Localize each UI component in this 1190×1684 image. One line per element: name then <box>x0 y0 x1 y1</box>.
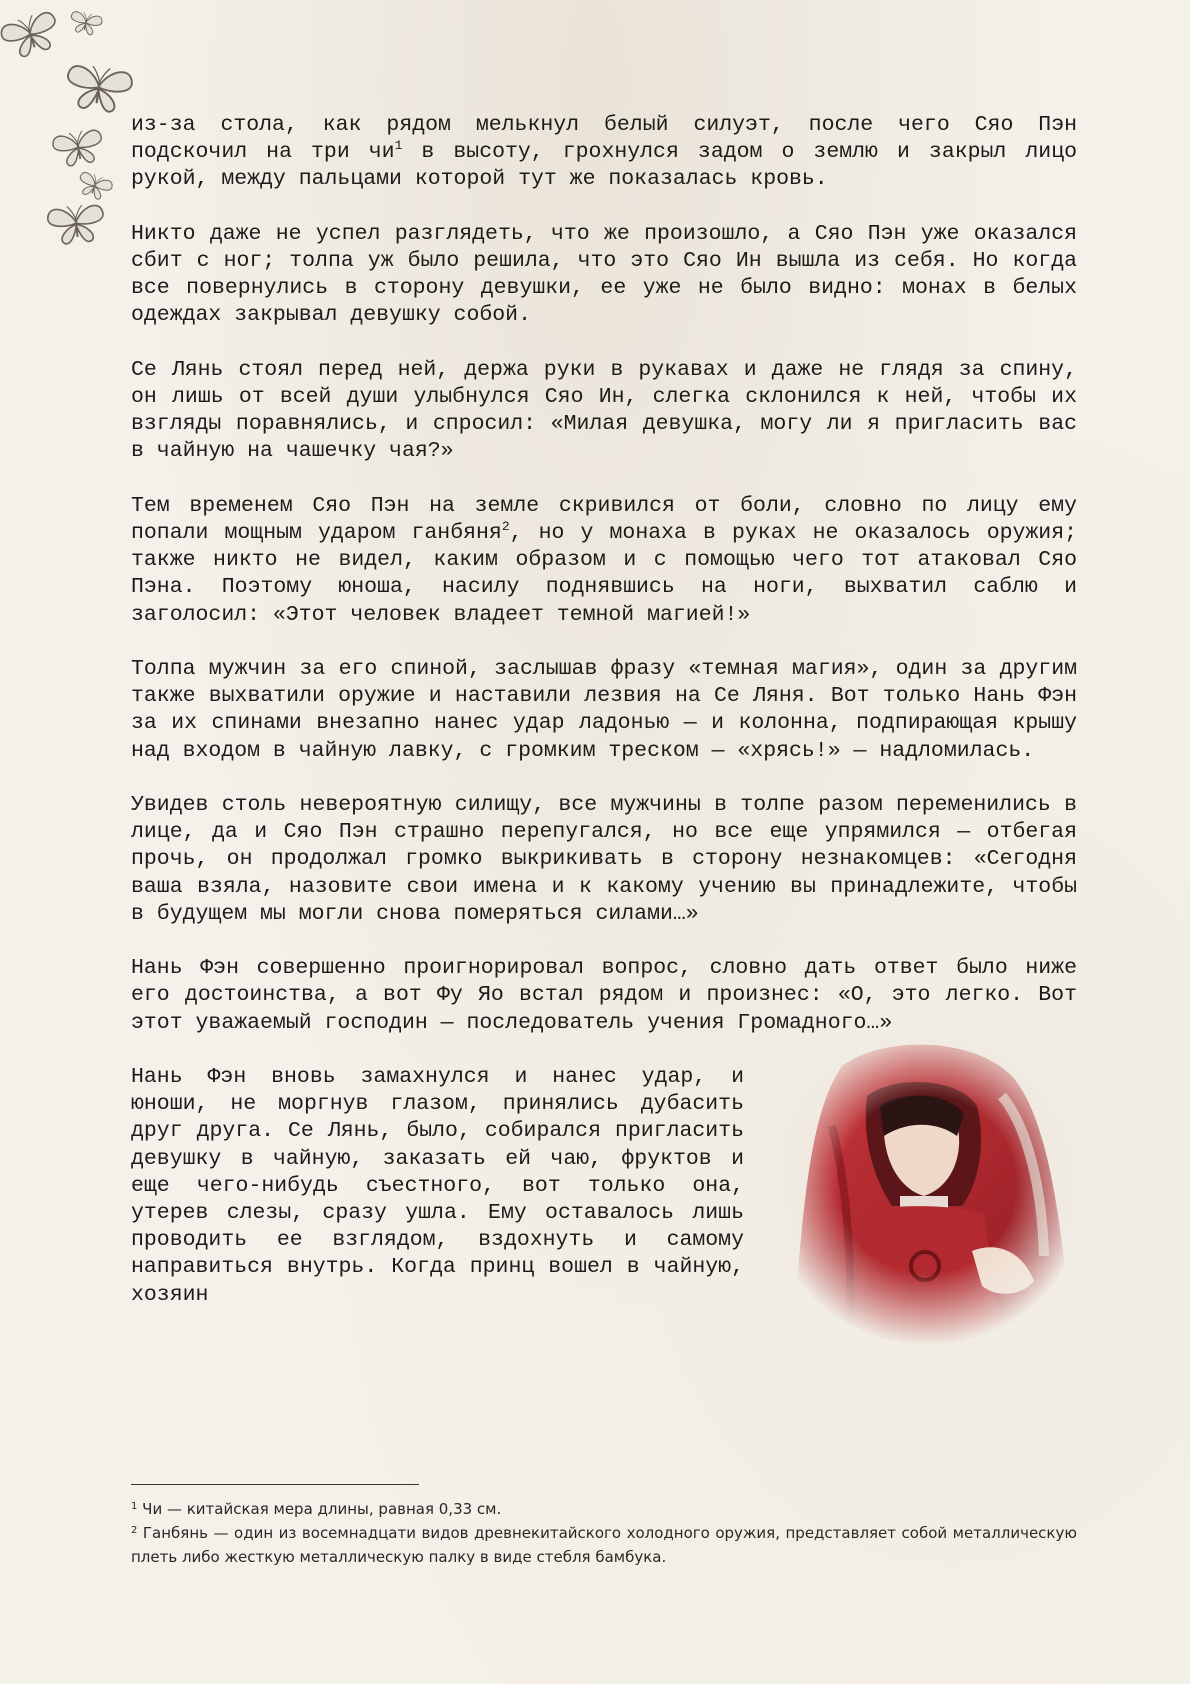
paragraph-text: Толпа мужчин за его спиной, заслышав фразу «темная магия», один за другим также выхватили оружие и наставили лезвия на Се Ляня. Вот только Нань Фэн за их спинами внезапно нанес удар ладонью — и колонна, подпирающая крышу над входом в чайную лавку, с громким треском — «хрясь!» — надломилась. <box>131 657 1077 763</box>
paragraph <box>131 221 1077 330</box>
illustration-red-robed-figure <box>772 1036 1082 1346</box>
paragraph <box>131 792 1077 928</box>
footnote-number: 2 <box>131 1525 138 1536</box>
paragraph <box>131 656 1077 765</box>
paragraph-text: , но у монаха в руках не оказалось оружия; также никто не видел, каким образом и с помощью чего тот атаковал Сяо Пэна. Поэтому юноша, насилу поднявшись на ноги, выхватил саблю и заголосил: «Этот человек владеет темной магией!» <box>131 521 1078 627</box>
paragraph-text: Тем временем Сяо Пэн на земле скривился от боли, словно по лицу ему попали мощным ударом ганбяня <box>131 493 1077 545</box>
paragraph-text: Увидев столь невероятную силищу, все мужчины в толпе разом переменились в лице, да и Сяо Пэн страшно перепугался, но все еще упрямился — отбегая прочь, он продолжал громко выкрикивать в сторону незнакомцев: «Сегодня ваша взяла, назовите свои имена и к какому учению вы принадлежите, чтобы в будущем мы могли снова померяться силами…» <box>131 793 1077 926</box>
footnote <box>131 1497 1077 1521</box>
footnote-reference: 1 <box>394 138 403 154</box>
footnote-text: Чи — китайская мера длины, равная 0,33 см. <box>142 1500 502 1518</box>
footnote-reference: 2 <box>501 519 510 534</box>
butterfly-icon <box>75 170 114 202</box>
butterfly-icon <box>68 10 103 37</box>
paragraph <box>131 493 1077 629</box>
paragraph-text: в высоту, грохнулся задом о землю и закрыл лицо рукой, между пальцами которой тут же показалась кровь. <box>131 140 1077 192</box>
body-text <box>131 112 1077 1346</box>
paragraph-text: Се Лянь стоял перед ней, держа руки в рукавах и даже не глядя за спину, он лишь от всей души улыбнулся Сяо Ин, слегка склонился к ней, чтобы их взгляды поравнялись, и спросил: «Милая девушка, могу ли я пригласить вас в чайную на чашечку чая?» <box>131 357 1077 464</box>
footnote-separator <box>131 1484 419 1485</box>
paragraph-text: из-за стола, как рядом мелькнул белый силуэт, после чего Сяо Пэн подскочил на три чи <box>131 113 1077 165</box>
paragraph-text: Нань Фэн вновь замахнулся и нанес удар, и юноши, не моргнув глазом, принялись дубасить друг друга. Се Лянь, было, собирался пригласить девушку в чайную, заказать ей чаю, фруктов и еще чего-нибудь съестного, вот только она, утерев слезы, сразу ушла. Ему оставалось лишь проводить ее взглядом, вздохнуть и самому направиться внутрь. Когда принц вошел в чайную, хозяин <box>131 1065 744 1307</box>
footnote <box>131 1521 1077 1569</box>
paragraph-text: Нань Фэн совершенно проигнорировал вопрос, словно дать ответ было ниже его достоинства, а вот Фу Яо встал рядом и произнес: «О, это легко. Вот этот уважаемый господин — последователь учения Громадного…» <box>131 956 1077 1035</box>
paragraph <box>131 955 1077 1037</box>
footnotes <box>131 1484 1077 1569</box>
butterfly-icon <box>51 128 105 169</box>
butterfly-decoration <box>0 0 150 260</box>
paragraph <box>131 357 1077 466</box>
butterfly-icon <box>0 9 63 61</box>
paragraph-text: Никто даже не успел разглядеть, что же произошло, а Сяо Пэн уже оказался сбит с ног; толпа уж было решила, что это Сяо Ин вышла из себя. Но когда все повернулись в сторону девушки, ее уже не было видно: монах в белых одеждах закрывал девушку собой. <box>131 221 1077 328</box>
footnote-number: 1 <box>131 1501 138 1512</box>
footnote-text: Ганбянь — один из восемнадцати видов древнекитайского холодного оружия, представляет собой металлическую плеть либо жесткую металлическую палку в виде стебля бамбука. <box>131 1524 1077 1566</box>
paragraph <box>131 112 1077 194</box>
butterfly-icon <box>64 63 134 114</box>
butterfly-icon <box>47 203 106 246</box>
